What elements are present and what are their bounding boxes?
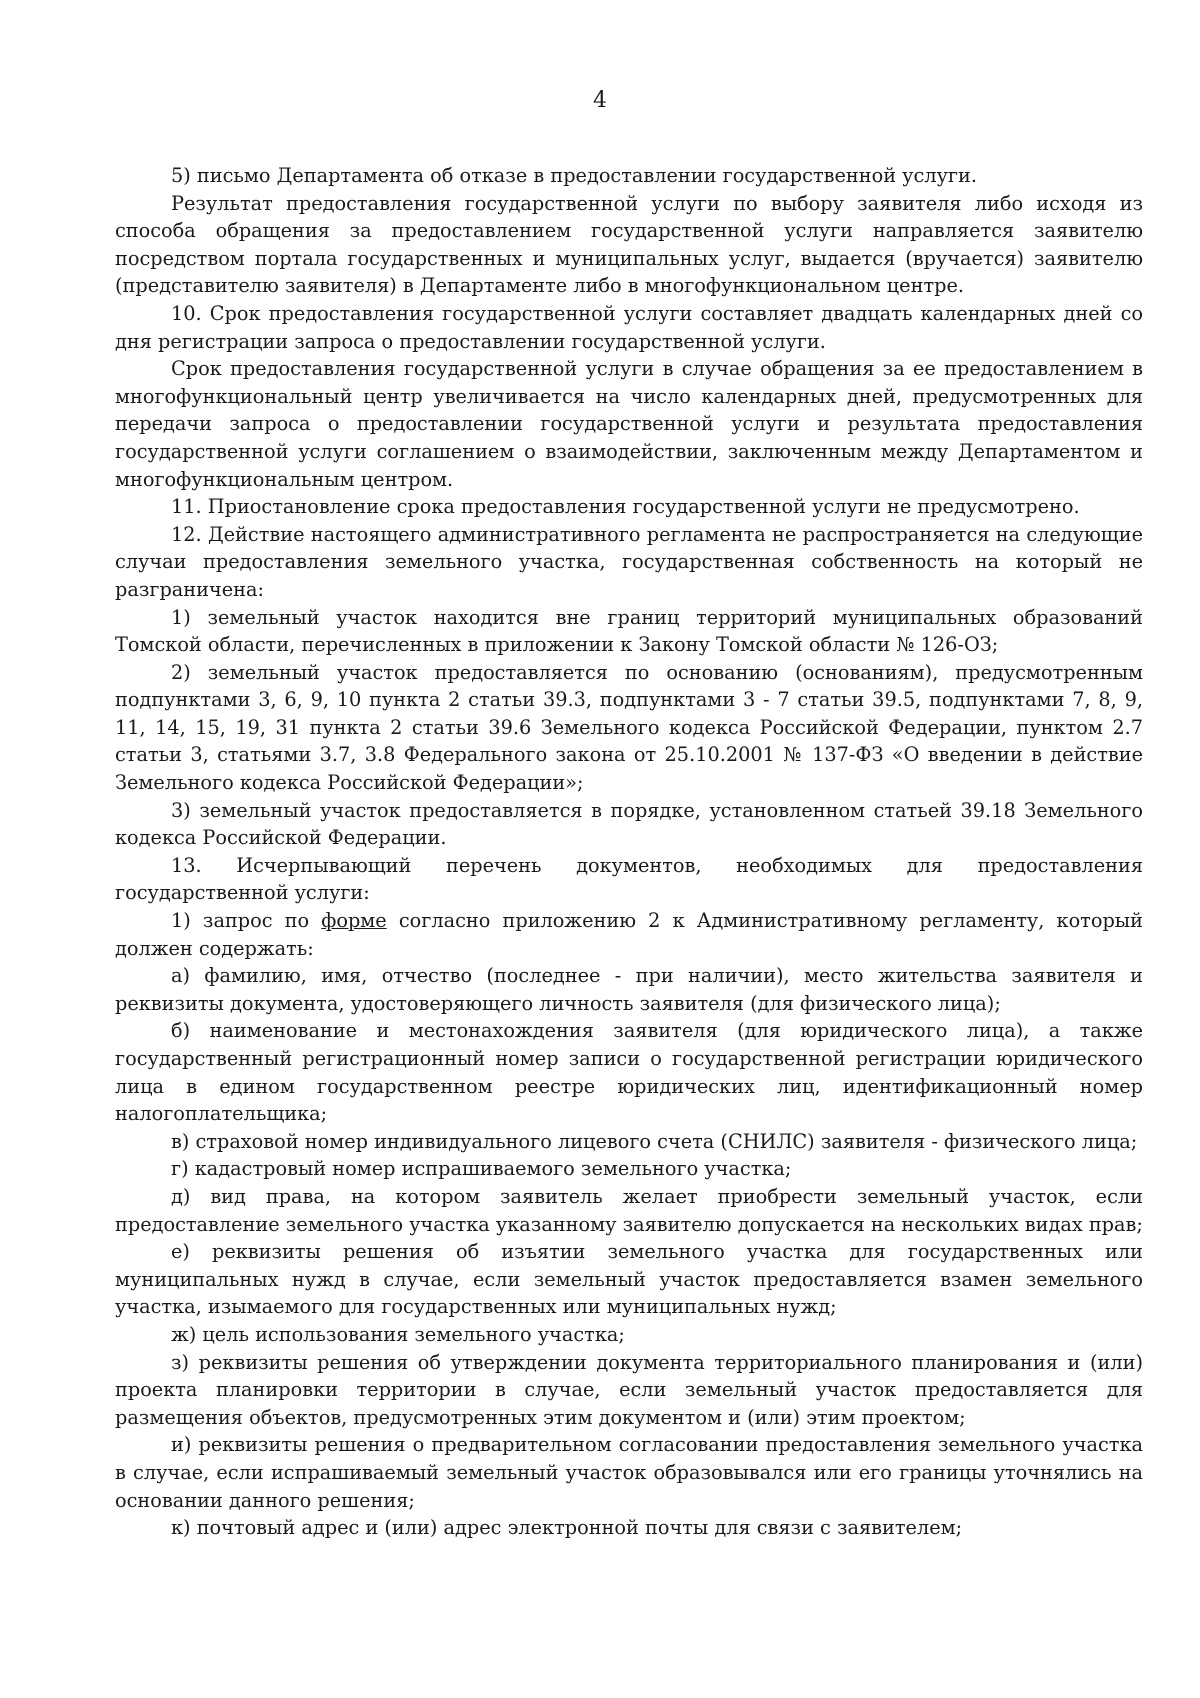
document-body (115, 162, 1143, 1542)
paragraph: 2) земельный участок предоставляется по основанию (основаниям), предусмотренным подпунктами 3, 6, 9, 10 пункта 2 статьи 39.3, подпунктами 3 - 7 статьи 39.5, подпунктами 7, 8, 9, 11, 14, 15, 19, 31 пункта 2 статьи 39.6 Земельного кодекса Российской Федерации, пунктом 2.7 статьи 3, статьями 3.7, 3.8 Федерального закона от 25.10.2001 № 137-ФЗ «О введении в действие Земельного кодекса Российской Федерации»; (115, 660, 1143, 795)
paragraph: 1) земельный участок находится вне границ территорий муниципальных образований Томской области, перечисленных в приложении к Закону Томской области № 126-ОЗ; (115, 605, 1143, 657)
paragraph: б) наименование и местонахождения заявителя (для юридического лица), а также государственный регистрационный номер записи о государственной регистрации юридического лица в едином государственном реестре юридических лиц, идентификационный номер налогоплательщика; (115, 1019, 1143, 1126)
paragraph: 10. Срок предоставления государственной услуги составляет двадцать календарных дней со дня регистрации запроса о предоставлении государственной услуги. (115, 301, 1143, 353)
paragraph: и) реквизиты решения о предварительном согласовании предоставления земельного участка в случае, если испрашиваемый земельный участок образовывался или его границы уточнялись на основании данного решения; (115, 1433, 1143, 1512)
paragraph: а) фамилию, имя, отчество (последнее - при наличии), место жительства заявителя и реквизиты документа, удостоверяющего личность заявителя (для физического лица); (115, 964, 1143, 1015)
paragraph-with-link (115, 907, 1143, 962)
paragraph: к) почтовый адрес и (или) адрес электронной почты для связи с заявителем; (171, 1516, 963, 1540)
text-fragment: 1) запрос по (171, 909, 322, 933)
page-number: 4 (593, 88, 607, 113)
paragraph: в) страховой номер индивидуального лицевого счета (СНИЛС) заявителя - физического лица; (171, 1129, 1138, 1153)
paragraph: 5) письмо Департамента об отказе в предоставлении государственной услуги. (171, 164, 977, 187)
paragraph: 12. Действие настоящего административного регламента не распространяется на следующие случаи предоставления земельного участка, государственная собственность на который не разграничена: (115, 522, 1143, 601)
paragraph: 13. Исчерпывающий перечень документов, необходимых для предоставления государственной услуги: (115, 853, 1143, 905)
paragraph: Результат предоставления государственной услуги по выбору заявителя либо исходя из способа обращения за предоставлением государственной услуги направляется заявителю посредством портала государственных и муниципальных услуг, выдается (вручается) заявителю (представителю заявителя) в Департаменте либо в многофункциональном центре. (115, 191, 1143, 298)
paragraph: з) реквизиты решения об утверждении документа территориального планирования и (или) проекта планировки территории в случае, если земельный участок предоставляется для размещения объектов, предусмотренных этим документом и (или) этим проектом; (115, 1350, 1143, 1429)
paragraph: 11. Приостановление срока предоставления государственной услуги не предусмотрено. (171, 495, 1080, 519)
paragraph: е) реквизиты решения об изъятии земельного участка для государственных или муниципальных нужд в случае, если земельный участок предоставляется взамен земельного участка, изымаемого для государственных или муниципальных нужд; (115, 1240, 1143, 1319)
paragraph: ж) цель использования земельного участка; (171, 1322, 625, 1346)
paragraph: 3) земельный участок предоставляется в порядке, установленном статьей 39.18 Земельного кодекса Российской Федерации. (115, 798, 1143, 850)
paragraph: д) вид права, на котором заявитель желает приобрести земельный участок, если предоставление земельного участка указанному заявителю допускается на нескольких видах прав; (115, 1184, 1143, 1236)
text-fragment: согласно приложению 2 к Административному регламенту, который должен содержать: (115, 909, 1143, 960)
paragraph: Срок предоставления государственной услуги в случае обращения за ее предоставлением в многофункциональный центр увеличивается на число календарных дней, предусмотренных для передачи запроса о предоставлении государственной услуги и результата предоставления государственной услуги соглашением о взаимодействии, заключенным между Департаментом и многофункциональным центром. (115, 357, 1143, 491)
form-link[interactable]: форме (321, 909, 387, 933)
paragraph: г) кадастровый номер испрашиваемого земельного участка; (171, 1157, 792, 1181)
